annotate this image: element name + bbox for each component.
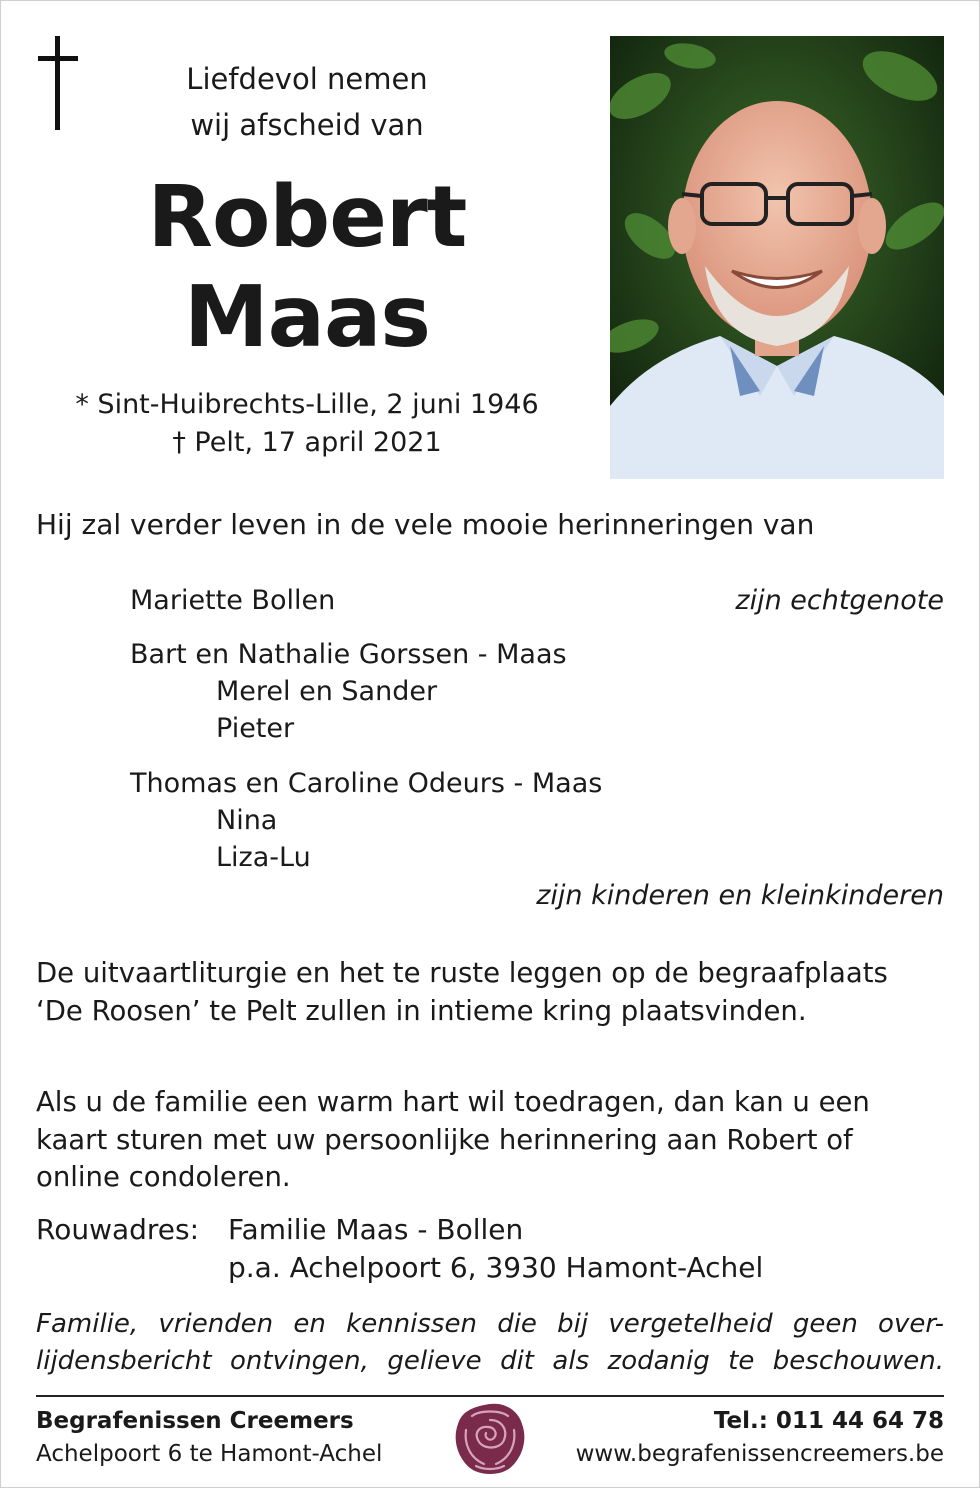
intro-line-1: Liefdevol nemen <box>186 62 428 96</box>
last-name: Maas <box>184 268 430 367</box>
birth-date: * Sint-Huibrechts-Lille, 2 juni 1946 <box>75 389 539 420</box>
cards-paragraph: Als u de familie een warm hart wil toedragen, dan kan u een kaart sturen met uw persoonlijke herinnering aan Robert of online condoleren. <box>36 1086 870 1193</box>
children-relation: zijn kinderen en kleinkinderen <box>536 880 944 911</box>
funeral-paragraph: De uitvaartliturgie en het te ruste leggen op de begraafplaats ‘De Roosen’ te Pelt zullen in intieme kring plaatsvinden. <box>36 957 888 1027</box>
memories-line: Hij zal verder leven in de vele mooie herinneringen van <box>36 508 815 541</box>
notice-text: Familie, vrienden en kennissen die bij vergetelheid geen over-lijdensbericht ontvingen, gelieve dit als zodanig te beschouwen. <box>36 1309 944 1376</box>
grandchild-line: Pieter <box>216 713 295 744</box>
company-website: www.begrafenissencreemers.be <box>575 1441 944 1467</box>
address-label: Rouwadres: <box>36 1213 200 1246</box>
rose-icon <box>452 1400 528 1480</box>
portrait-photo <box>610 36 944 479</box>
intro-text <box>100 56 514 148</box>
company-name: Begrafenissen Creemers <box>36 1408 354 1434</box>
grandchild-line: Liza-Lu <box>216 842 311 873</box>
death-date: † Pelt, 17 april 2021 <box>172 427 442 458</box>
address-line-2: p.a. Achelpoort 6, 3930 Hamont-Achel <box>228 1251 764 1284</box>
footer-divider <box>36 1395 944 1397</box>
cross-icon <box>34 36 82 130</box>
deceased-name <box>100 168 514 368</box>
grandchild-line: Merel en Sander <box>216 676 438 707</box>
company-phone: Tel.: 011 44 64 78 <box>713 1408 944 1434</box>
grandchild-line: Nina <box>216 805 278 836</box>
child-2-name: Thomas en Caroline Odeurs - Maas <box>130 768 603 799</box>
spouse-relation: zijn echtgenote <box>735 585 944 616</box>
child-1-name: Bart en Nathalie Gorssen - Maas <box>130 639 567 670</box>
portrait-illustration <box>610 36 944 479</box>
life-dates <box>30 386 584 462</box>
address-line-1: Familie Maas - Bollen <box>228 1213 524 1246</box>
spouse-name: Mariette Bollen <box>130 585 336 616</box>
intro-line-2: wij afscheid van <box>190 108 424 142</box>
first-name: Robert <box>147 168 467 267</box>
company-address: Achelpoort 6 te Hamont-Achel <box>36 1441 383 1467</box>
